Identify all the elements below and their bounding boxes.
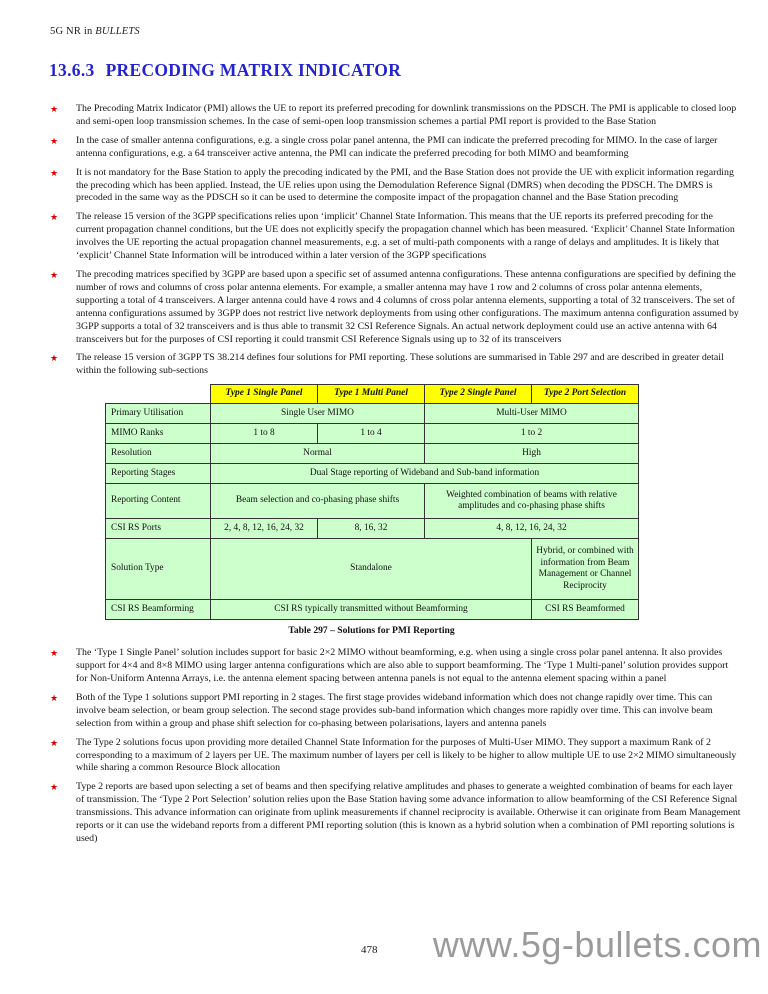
table-row-mimo-ranks bbox=[106, 424, 639, 444]
table-row-solution-type bbox=[106, 539, 639, 600]
row-label: Reporting Stages bbox=[106, 464, 211, 484]
bullet-item bbox=[50, 692, 742, 731]
table-cell: CSI RS Beamformed bbox=[532, 600, 639, 620]
page-number: 478 bbox=[361, 944, 378, 956]
table-row-primary-utilisation bbox=[106, 404, 639, 424]
row-label: Reporting Content bbox=[106, 484, 211, 519]
star-bullet-icon: ★ bbox=[50, 104, 59, 114]
section-title: PRECODING MATRIX INDICATOR bbox=[105, 60, 402, 80]
col-header-type1-single-panel: Type 1 Single Panel bbox=[211, 385, 318, 404]
col-header-type2-port-selection: Type 2 Port Selection bbox=[532, 385, 639, 404]
bullet-item bbox=[50, 647, 742, 686]
table-cell: Weighted combination of beams with relative amplitudes and co-phasing phase shifts bbox=[425, 484, 639, 519]
star-bullet-icon: ★ bbox=[50, 269, 59, 280]
page-content bbox=[50, 103, 742, 852]
row-label: CSI RS Ports bbox=[106, 519, 211, 539]
table-cell: Multi-User MIMO bbox=[425, 404, 639, 424]
running-header-book-title: BULLETS bbox=[95, 26, 140, 37]
table-row-csi-rs-beamforming bbox=[106, 600, 639, 620]
table-cell: 8, 16, 32 bbox=[318, 519, 425, 539]
star-bullet-icon: ★ bbox=[50, 737, 59, 748]
row-label: CSI RS Beamforming bbox=[106, 600, 211, 620]
table-caption: Table 297 – Solutions for PMI Reporting bbox=[288, 625, 455, 637]
bullet-item bbox=[50, 781, 742, 846]
running-header bbox=[50, 26, 140, 37]
bullet-text: The release 15 version of 3GPP TS 38.214 defines four solutions for PMI reporting. These solutions are summarised in Table 297 and are described in greater detail within the following sub-sections bbox=[76, 352, 724, 377]
table-cell: Hybrid, or combined with information from Beam Management or Channel Reciprocity bbox=[532, 539, 639, 600]
bullet-item bbox=[50, 167, 742, 206]
table-row-reporting-stages bbox=[106, 464, 639, 484]
row-label: Resolution bbox=[106, 444, 211, 464]
table-cell: 1 to 2 bbox=[425, 424, 639, 444]
running-header-prefix: 5G NR in bbox=[50, 26, 96, 37]
bullet-item bbox=[50, 211, 742, 263]
star-bullet-icon: ★ bbox=[50, 692, 59, 703]
star-bullet-icon: ★ bbox=[50, 212, 59, 223]
row-label: MIMO Ranks bbox=[106, 424, 211, 444]
table-row-resolution bbox=[106, 444, 639, 464]
star-bullet-icon: ★ bbox=[50, 782, 59, 793]
bullet-text: Both of the Type 1 solutions support PMI reporting in 2 stages. The first stage provides wideband information which does not change rapidly over time. This can involve beam selection, or beam group selection. The second stage provides sub-band information which changes more rapidly over time. This can involve beam selection from within a group and phase shift selection for co-phasing between polarisations, layers and antenna panels bbox=[76, 691, 713, 729]
bullet-item bbox=[50, 103, 742, 129]
bullet-text: The ‘Type 1 Single Panel’ solution includes support for basic 2×2 MIMO without beamforming, e.g. when using a single cross polar panel antenna. It also provides support for 4×4 and 8×8 MIMO using larger antenna configurations which are also able to support beamforming. The ‘Type 1 Multi-panel’ solution provides support for Non-Uniform Antenna Arrays, i.e. the antenna element spacing between antenna panels is not equal to the antenna element spacing within a panel bbox=[76, 647, 729, 685]
table-cell: Beam selection and co-phasing phase shifts bbox=[211, 484, 425, 519]
table-corner-cell bbox=[106, 385, 211, 404]
star-bullet-icon: ★ bbox=[50, 135, 59, 146]
row-label: Primary Utilisation bbox=[106, 404, 211, 424]
bullet-text: It is not mandatory for the Base Station to apply the precoding indicated by the PMI, and the Base Station does not provide the UE with explicit information regarding the precoding which has been applied. Instead, the UE relies upon using the Demodulation Reference Signal (DMRS) when decoding the PDSCH. The DMRS is precoded in the same way as the PDSCH so it can be used to determine the composite impact of the propagation channel and the Base Station precoding bbox=[76, 166, 734, 204]
bullet-text: The precoding matrices specified by 3GPP are based upon a specific set of assumed antenna configurations. These antenna configurations are specified by defining the number of rows and columns of cross polar antenna elements. For example, a smaller antenna may have 1 row and 2 columns of cross polar antenna elements, supporting a total of 4 transceivers. A larger antenna could have 4 rows and 4 columns of cross polar antenna elements, supporting a total of 32 transceivers. The set of antenna configurations assumed by 3GPP does not restrict live network deployments from using other configurations. The maximum antenna configuration assumed by 3GPP supports a total of 32 transceivers and is thus able to transmit 32 CSI Reference Signals. An actual network deployment could use an active antenna with 64 transceivers but for the purposes of CSI reporting it could transmit CSI Reference Signals using up to 32 of its transceivers bbox=[76, 268, 739, 345]
table-cell: 4, 8, 12, 16, 24, 32 bbox=[425, 519, 639, 539]
col-header-type2-single-panel: Type 2 Single Panel bbox=[425, 385, 532, 404]
bullet-list-top bbox=[50, 103, 742, 378]
table-cell: 1 to 8 bbox=[211, 424, 318, 444]
table-cell: Standalone bbox=[211, 539, 532, 600]
bullet-text: The release 15 version of the 3GPP specifications relies upon ‘implicit’ Channel State Information. This means that the UE reports its preferred precoding for the current propagation channel conditions, but the UE does not explicitly specify the propagation channel which has been measured. ‘Explicit’ Channel State Information involves the UE reporting the actual propagation channel measurements, e.g. a set of multi-path components with a range of delays and amplitudes. It is likely that ‘explicit’ Channel State Information will be introduced within a later version of the 3GPP specifications bbox=[76, 211, 735, 262]
watermark-text: www.5g-bullets.com bbox=[432, 924, 762, 965]
bullet-text: Type 2 reports are based upon selecting a set of beams and then specifying relative amplitudes and phases to generate a weighted combination of beams for each layer of transmission. The ‘Type 2 Port Selection’ solution relies upon the Base Station having some advance information to allow beamforming of the CSI Reference Signal transmissions. This advance information can originate from uplink measurements if channel reciprocity is available. Otherwise it can originate from Beam Management reports or it can use the wideband reports from a different PMI reporting solution (this is known as a hybrid solution when a combination of PMI reporting solutions is used) bbox=[76, 781, 741, 844]
bullet-text: The Precoding Matrix Indicator (PMI) allows the UE to report its preferred precoding for downlink transmissions on the PDSCH. The PMI is applicable to closed loop and semi-open loop transmission schemes. In the case of semi-open loop transmission schemes a partial PMI report is provided to the Base Station bbox=[76, 103, 737, 127]
table-cell: High bbox=[425, 444, 639, 464]
star-bullet-icon: ★ bbox=[50, 353, 59, 364]
row-label: Solution Type bbox=[106, 539, 211, 600]
bullet-text: The Type 2 solutions focus upon providing more detailed Channel State Information for the purposes of Multi-User MIMO. They support a maximum Rank of 2 corresponding to a maximum of 2 layers per UE. The maximum number of layers per cell is likely to be higher to allow multiple UE to use 2×2 MIMO simultaneously while sharing a common Resource Block allocation bbox=[76, 736, 737, 774]
table-cell: Normal bbox=[211, 444, 425, 464]
table-row-csi-rs-ports bbox=[106, 519, 639, 539]
table-header-row bbox=[106, 385, 639, 404]
bullet-item bbox=[50, 269, 742, 346]
table-row-reporting-content bbox=[106, 484, 639, 519]
section-heading bbox=[49, 60, 401, 81]
bullet-item bbox=[50, 135, 742, 161]
table-cell: 2, 4, 8, 12, 16, 24, 32 bbox=[211, 519, 318, 539]
star-bullet-icon: ★ bbox=[50, 648, 59, 659]
bullet-text: In the case of smaller antenna configurations, e.g. a single cross polar panel antenna, the PMI can indicate the preferred precoding for MIMO. In the case of larger antenna configurations, e.g. a 64 transceiver active antenna, the PMI can indicate the preferred precoding for both MIMO and beamforming bbox=[76, 134, 718, 159]
col-header-type1-multi-panel: Type 1 Multi Panel bbox=[318, 385, 425, 404]
table-cell: CSI RS typically transmitted without Beamforming bbox=[211, 600, 532, 620]
bullet-list-bottom bbox=[50, 647, 742, 846]
table-cell: 1 to 4 bbox=[318, 424, 425, 444]
pmi-solutions-table bbox=[105, 384, 639, 620]
section-number: 13.6.3 bbox=[49, 60, 95, 80]
bullet-item bbox=[50, 737, 742, 776]
table-cell: Dual Stage reporting of Wideband and Sub-band information bbox=[211, 464, 639, 484]
bullet-item bbox=[50, 352, 742, 378]
star-bullet-icon: ★ bbox=[50, 167, 59, 178]
table-cell: Single User MIMO bbox=[211, 404, 425, 424]
